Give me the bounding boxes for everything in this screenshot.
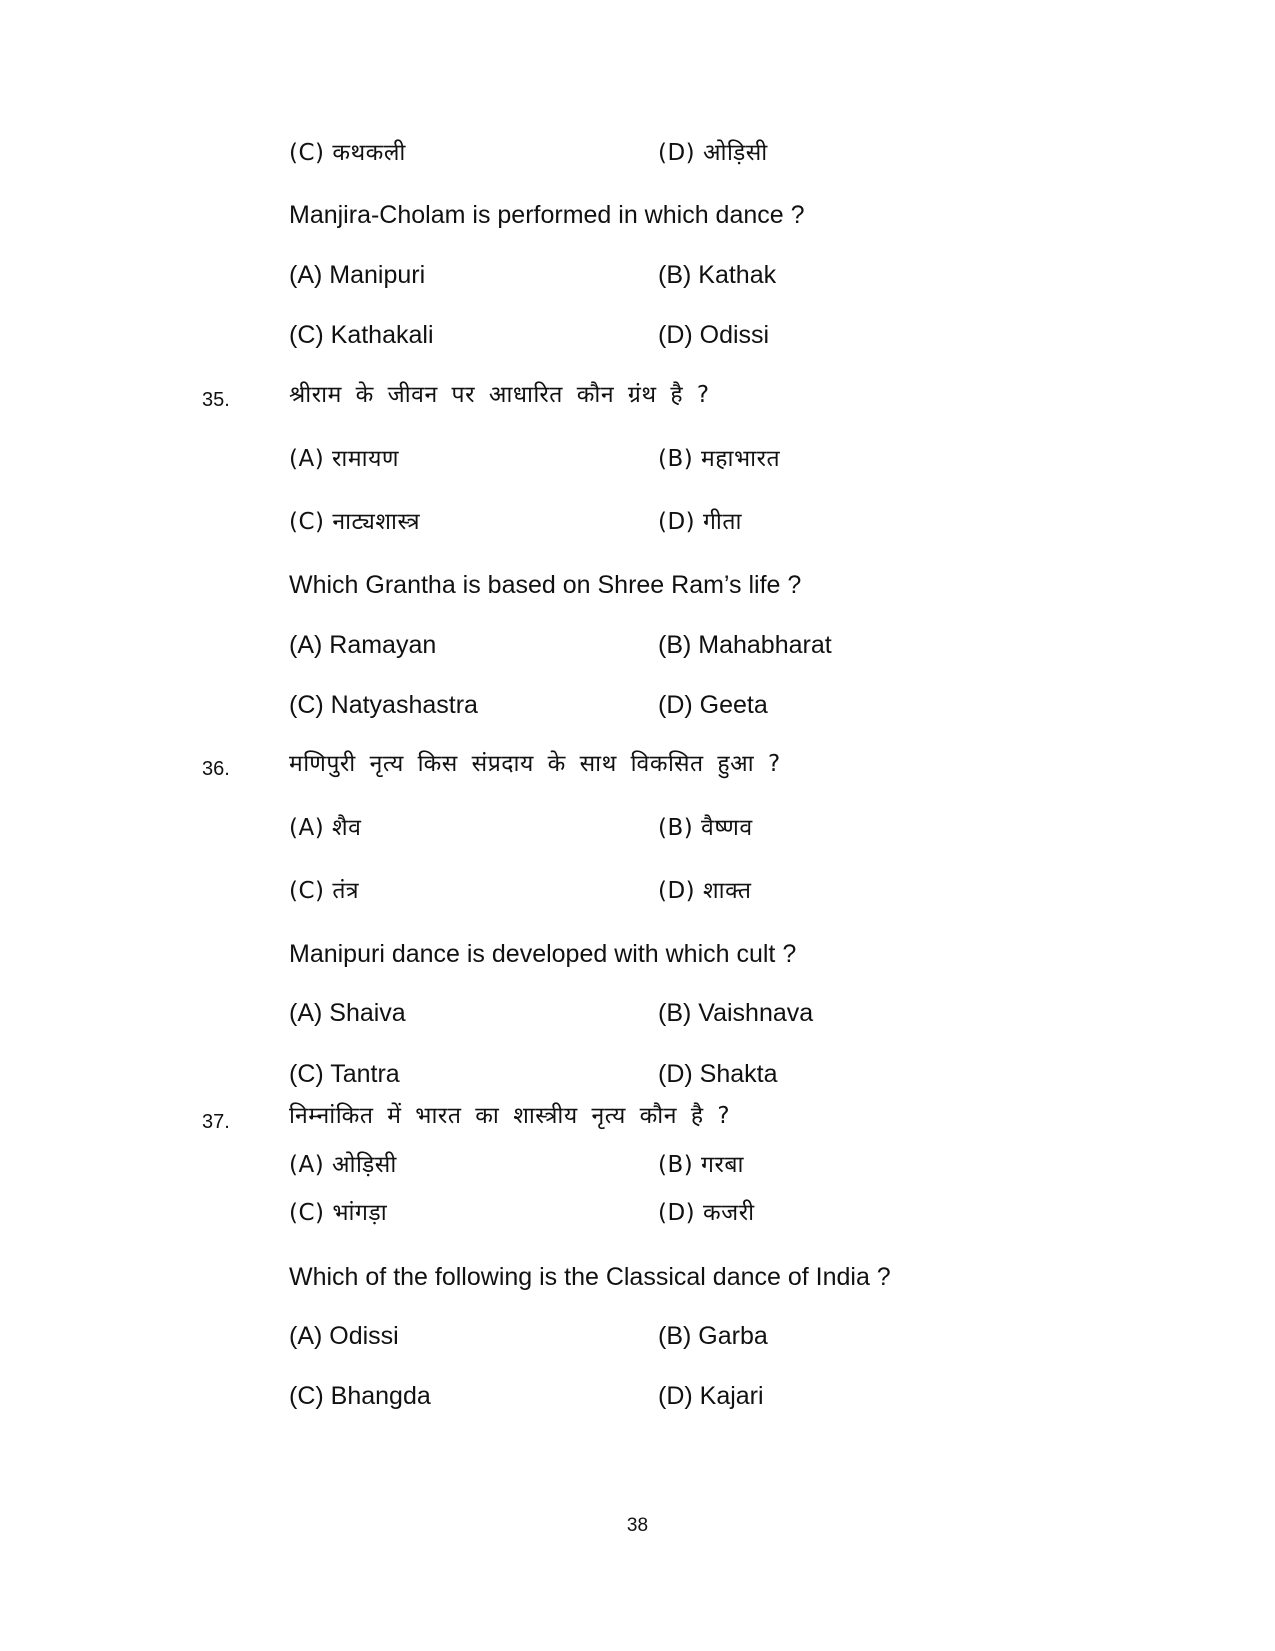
option-d-en: (D) Kajari xyxy=(658,1382,764,1410)
question-text-hi: निम्नांकित में भारत का शास्त्रीय नृत्य कौन है ? xyxy=(289,1103,731,1129)
option-b-en: (B) Vaishnava xyxy=(658,999,814,1027)
option-d-en: (D) Odissi xyxy=(658,321,770,349)
question-text-en: Which Grantha is based on Shree Ram’s life ? xyxy=(289,571,802,599)
option-a-hi: (A) शैव xyxy=(289,815,362,841)
page-number: 38 xyxy=(626,1515,649,1536)
option-a-en: (A) Shaiva xyxy=(289,999,406,1027)
question-text-en: Which of the following is the Classical dance of India ? xyxy=(289,1263,891,1291)
option-c-en: (C) Bhangda xyxy=(289,1382,431,1410)
option-d-en: (D) Shakta xyxy=(658,1060,778,1088)
option-a-hi: (A) रामायण xyxy=(289,446,400,472)
option-b-en: (B) Mahabharat xyxy=(658,631,832,659)
question-number: 37. xyxy=(202,1111,230,1133)
option-d-hi: (D) शाक्त xyxy=(658,878,752,904)
option-d-hi: (D) गीता xyxy=(658,509,742,535)
option-c-en: (C) Tantra xyxy=(289,1060,400,1088)
option-c-hi: (C) कथकली xyxy=(289,140,406,166)
option-b-hi: (B) गरबा xyxy=(658,1152,744,1178)
option-c-hi: (C) तंत्र xyxy=(289,878,360,904)
question-text-hi: मणिपुरी नृत्य किस संप्रदाय के साथ विकसित हुआ ? xyxy=(289,751,781,777)
option-a-en: (A) Odissi xyxy=(289,1322,399,1350)
option-a-en: (A) Ramayan xyxy=(289,631,437,659)
option-d-en: (D) Geeta xyxy=(658,691,768,719)
option-b-hi: (B) वैष्णव xyxy=(658,815,753,841)
option-b-hi: (B) महाभारत xyxy=(658,446,781,472)
option-c-hi: (C) नाट्यशास्त्र xyxy=(289,509,421,535)
question-text-en: Manipuri dance is developed with which cult ? xyxy=(289,940,797,968)
option-c-hi: (C) भांगड़ा xyxy=(289,1200,388,1226)
option-b-en: (B) Kathak xyxy=(658,261,777,289)
question-text-hi: श्रीराम के जीवन पर आधारित कौन ग्रंथ है ? xyxy=(289,382,710,408)
option-c-en: (C) Natyashastra xyxy=(289,691,478,719)
option-d-hi: (D) कजरी xyxy=(658,1200,755,1226)
question-number: 35. xyxy=(202,389,230,411)
option-c-en: (C) Kathakali xyxy=(289,321,434,349)
option-a-en: (A) Manipuri xyxy=(289,261,426,289)
option-a-hi: (A) ओड़िसी xyxy=(289,1152,397,1178)
question-text-en: Manjira-Cholam is performed in which dance ? xyxy=(289,201,805,229)
option-b-en: (B) Garba xyxy=(658,1322,768,1350)
question-number: 36. xyxy=(202,758,230,780)
option-d-hi: (D) ओड़िसी xyxy=(658,140,768,166)
